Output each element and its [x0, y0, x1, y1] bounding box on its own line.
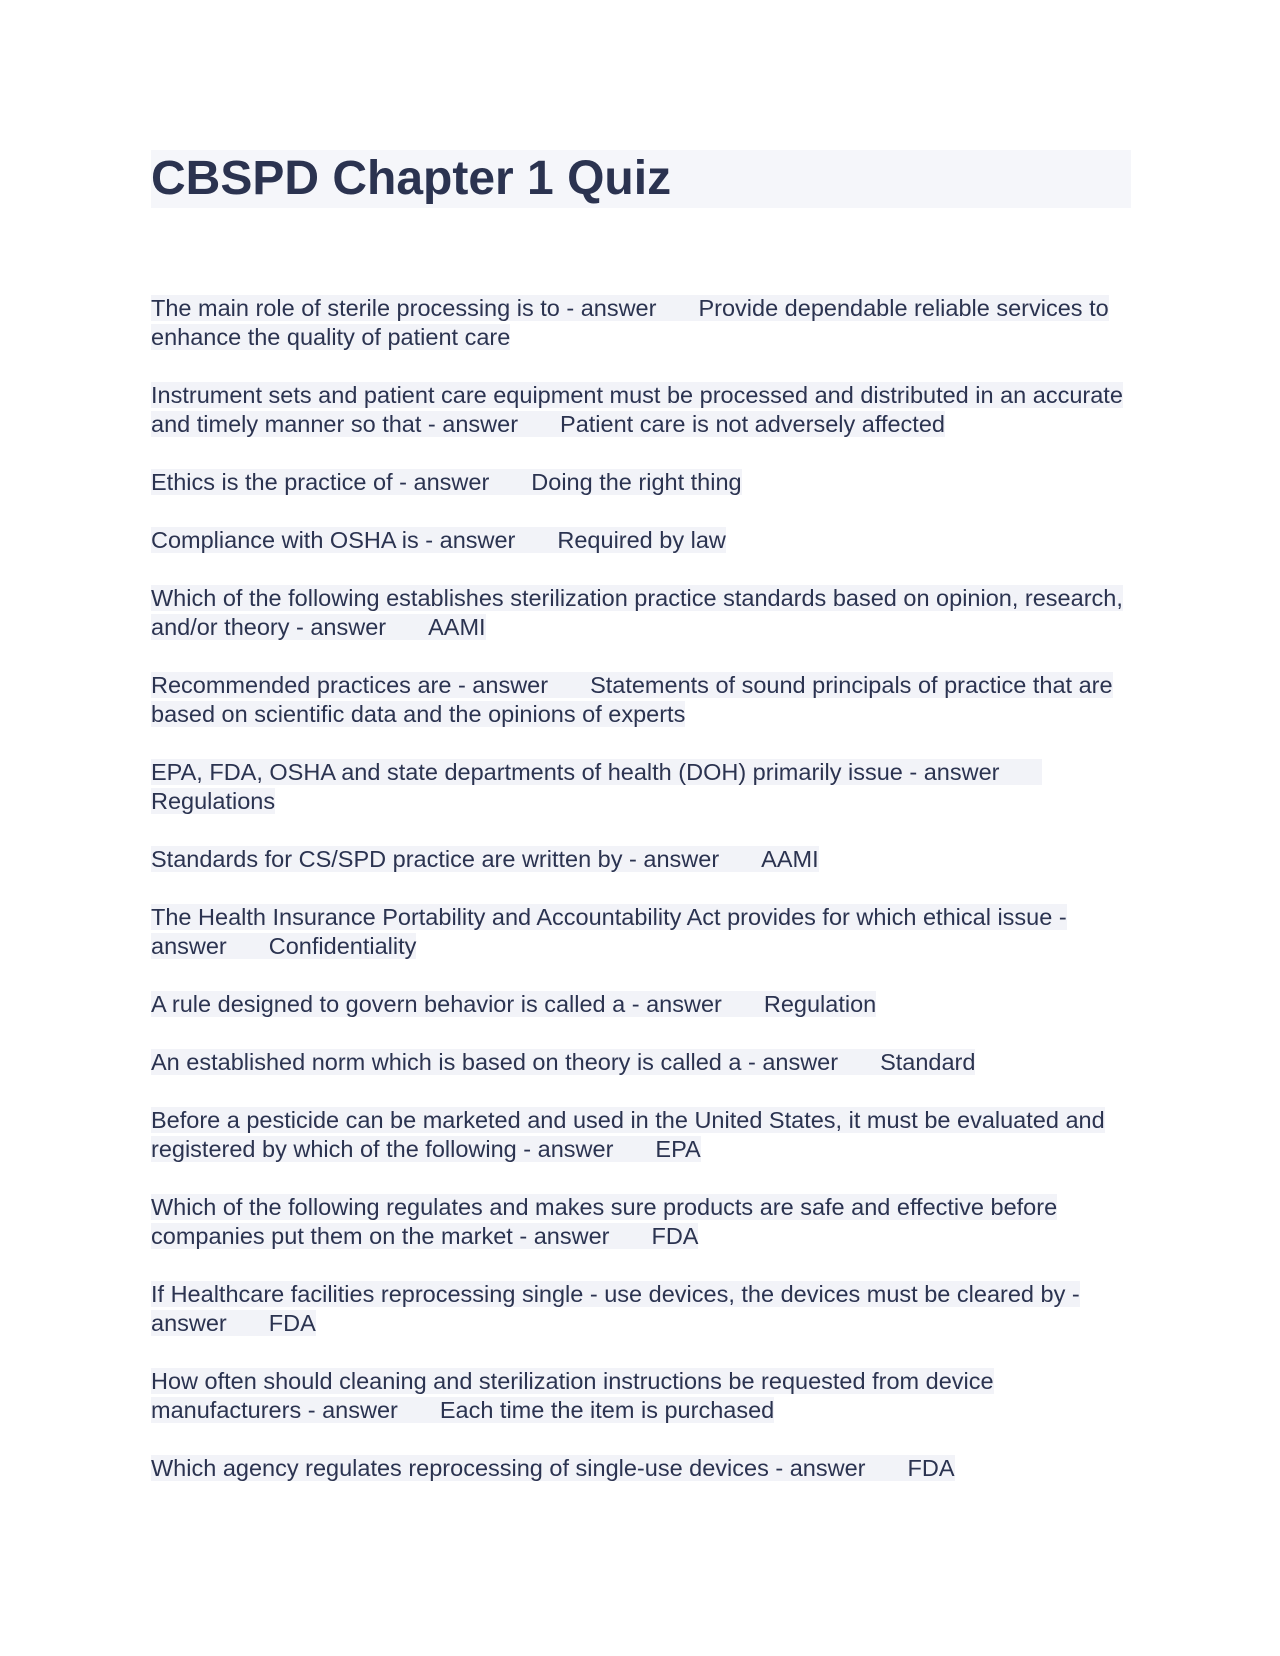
qa-item [151, 1280, 1131, 1338]
question-text: How often should cleaning and sterilization instructions be requested from device manufacturers - answer [151, 1368, 994, 1423]
answer-text: FDA [907, 1455, 955, 1481]
qa-item [151, 1193, 1131, 1251]
question-text: The main role of sterile processing is to - answer [151, 295, 657, 321]
answer-text: AAMI [761, 846, 819, 872]
page-title: CBSPD Chapter 1 Quiz [151, 150, 1131, 208]
qa-item [151, 526, 1131, 555]
question-text: Before a pesticide can be marketed and used in the United States, it must be evaluated and registered by which of the following - answer [151, 1107, 1105, 1162]
qa-item [151, 468, 1131, 497]
answer-text: AAMI [428, 614, 486, 640]
answer-text: Provide dependable reliable services to enhance the quality of patient care [151, 295, 1109, 350]
question-text: EPA, FDA, OSHA and state departments of health (DOH) primarily issue - answer [151, 759, 1000, 785]
qa-item [151, 1367, 1131, 1425]
answer-text: FDA [651, 1223, 699, 1249]
question-text: Which of the following regulates and makes sure products are safe and effective before companies put them on the market - answer [151, 1194, 1058, 1249]
question-text: If Healthcare facilities reprocessing single - use devices, the devices must be cleared by - answer [151, 1281, 1080, 1336]
question-text: Instrument sets and patient care equipment must be processed and distributed in an accurate and timely manner so that - answer [151, 382, 1123, 437]
qa-item [151, 990, 1131, 1019]
qa-item [151, 1048, 1131, 1077]
answer-text: FDA [268, 1310, 316, 1336]
qa-list [151, 294, 1131, 1483]
question-text: An established norm which is based on theory is called a - answer [151, 1049, 839, 1075]
qa-item [151, 671, 1131, 729]
answer-text: EPA [655, 1136, 701, 1162]
answer-text: Regulation [763, 991, 877, 1017]
answer-text: Patient care is not adversely affected [560, 411, 945, 437]
qa-item [151, 903, 1131, 961]
question-text: Which agency regulates reprocessing of single-use devices - answer [151, 1455, 866, 1481]
question-text: Ethics is the practice of - answer [151, 469, 490, 495]
question-text: Compliance with OSHA is - answer [151, 527, 516, 553]
document-page [151, 150, 1131, 1512]
question-text: Which of the following establishes sterilization practice standards based on opinion, research, and/or theory - answer [151, 585, 1123, 640]
answer-text: Each time the item is purchased [439, 1397, 775, 1423]
qa-item [151, 584, 1131, 642]
question-text: The Health Insurance Portability and Accountability Act provides for which ethical issue - answer [151, 904, 1067, 959]
question-text: A rule designed to govern behavior is called a - answer [151, 991, 722, 1017]
answer-text: Statements of sound principals of practice that are based on scientific data and the opinions of experts [151, 672, 1113, 727]
answer-text: Confidentiality [268, 933, 417, 959]
answer-text: Doing the right thing [531, 469, 742, 495]
answer-text: Required by law [557, 527, 726, 553]
qa-item [151, 1454, 1131, 1483]
answer-text: Regulations [151, 788, 276, 814]
question-text: Recommended practices are - answer [151, 672, 549, 698]
qa-item [151, 381, 1131, 439]
qa-item [151, 845, 1131, 874]
qa-item [151, 294, 1131, 352]
answer-text: Standard [880, 1049, 976, 1075]
qa-item [151, 1106, 1131, 1164]
qa-item [151, 758, 1131, 816]
question-text: Standards for CS/SPD practice are written by - answer [151, 846, 720, 872]
